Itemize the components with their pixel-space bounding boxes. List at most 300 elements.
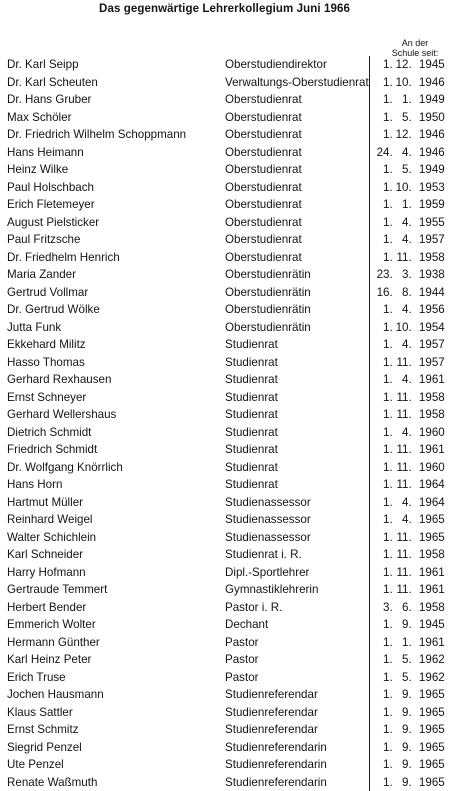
table-row xyxy=(7,109,445,127)
start-year: 1959 xyxy=(412,196,445,214)
start-year: 1965 xyxy=(412,721,445,739)
teacher-position: Gymnastiklehrerin xyxy=(225,581,369,599)
start-year: 1944 xyxy=(412,284,445,302)
start-date xyxy=(369,196,445,214)
start-year: 1955 xyxy=(412,214,445,232)
start-date xyxy=(369,774,445,791)
teacher-position: Pastor xyxy=(225,651,369,669)
start-day: 1. xyxy=(376,459,393,477)
table-row xyxy=(7,494,445,512)
table-row xyxy=(7,686,445,704)
start-day: 1. xyxy=(376,774,393,791)
start-date xyxy=(369,564,445,582)
start-date xyxy=(369,109,445,127)
start-year: 1938 xyxy=(412,266,445,284)
start-month: 9. xyxy=(393,774,412,791)
teacher-name: Harry Hofmann xyxy=(7,564,225,582)
start-date xyxy=(369,266,445,284)
teacher-name: Hartmut Müller xyxy=(7,494,225,512)
teacher-position: Oberstudienrat xyxy=(225,144,369,162)
table-row xyxy=(7,441,445,459)
start-date xyxy=(369,704,445,722)
table-row xyxy=(7,91,445,109)
start-day: 1. xyxy=(376,389,393,407)
start-year: 1956 xyxy=(412,301,445,319)
table-row xyxy=(7,126,445,144)
teacher-name: Reinhard Weigel xyxy=(7,511,225,529)
column-header-since xyxy=(389,38,441,58)
start-year: 1949 xyxy=(412,91,445,109)
start-date xyxy=(369,529,445,547)
start-date xyxy=(369,686,445,704)
teacher-name: Ekkehard Militz xyxy=(7,336,225,354)
start-day: 1. xyxy=(376,756,393,774)
teacher-name: Gerhard Wellershaus xyxy=(7,406,225,424)
start-date xyxy=(369,739,445,757)
start-day: 1. xyxy=(376,214,393,232)
teacher-position: Studienrat xyxy=(225,424,369,442)
start-month: 4. xyxy=(393,494,412,512)
start-year: 1960 xyxy=(412,424,445,442)
teacher-position: Oberstudienrat xyxy=(225,214,369,232)
table-row xyxy=(7,616,445,634)
teacher-position: Studienrat xyxy=(225,336,369,354)
start-day: 1. xyxy=(376,441,393,459)
teacher-name: Jochen Hausmann xyxy=(7,686,225,704)
staff-table xyxy=(7,56,445,791)
teacher-position: Pastor xyxy=(225,669,369,687)
start-day: 3. xyxy=(376,599,393,617)
start-year: 1946 xyxy=(412,74,445,92)
start-month: 9. xyxy=(393,721,412,739)
table-row xyxy=(7,214,445,232)
table-row xyxy=(7,564,445,582)
start-month: 5. xyxy=(393,669,412,687)
teacher-name: Karl Heinz Peter xyxy=(7,651,225,669)
teacher-position: Oberstudienrat xyxy=(225,109,369,127)
table-row xyxy=(7,371,445,389)
table-row xyxy=(7,161,445,179)
table-row xyxy=(7,179,445,197)
start-day: 1. xyxy=(376,634,393,652)
start-date xyxy=(369,616,445,634)
start-year: 1965 xyxy=(412,511,445,529)
start-year: 1957 xyxy=(412,354,445,372)
table-row xyxy=(7,599,445,617)
teacher-name: Gerhard Rexhausen xyxy=(7,371,225,389)
teacher-position: Oberstudiendirektor xyxy=(225,56,369,74)
table-row xyxy=(7,529,445,547)
table-row xyxy=(7,424,445,442)
start-date xyxy=(369,371,445,389)
teacher-name: Ernst Schneyer xyxy=(7,389,225,407)
teacher-name: Renate Waßmuth xyxy=(7,774,225,791)
teacher-name: August Pielsticker xyxy=(7,214,225,232)
teacher-name: Erich Truse xyxy=(7,669,225,687)
start-date xyxy=(369,476,445,494)
start-year: 1965 xyxy=(412,704,445,722)
teacher-position: Oberstudienrätin xyxy=(225,284,369,302)
start-month: 11. xyxy=(393,546,412,564)
start-year: 1946 xyxy=(412,126,445,144)
table-row xyxy=(7,651,445,669)
start-day: 1. xyxy=(376,319,393,337)
start-month: 11. xyxy=(393,476,412,494)
start-date xyxy=(369,441,445,459)
start-day: 1. xyxy=(376,529,393,547)
start-date xyxy=(369,389,445,407)
teacher-position: Oberstudienrat xyxy=(225,91,369,109)
start-date xyxy=(369,669,445,687)
start-date xyxy=(369,179,445,197)
teacher-position: Oberstudienrat xyxy=(225,179,369,197)
start-year: 1961 xyxy=(412,371,445,389)
start-month: 11. xyxy=(393,441,412,459)
start-day: 1. xyxy=(376,301,393,319)
teacher-position: Oberstudienrat xyxy=(225,249,369,267)
start-date xyxy=(369,756,445,774)
table-row xyxy=(7,249,445,267)
teacher-position: Oberstudienrat xyxy=(225,161,369,179)
start-year: 1960 xyxy=(412,459,445,477)
column-header-line-1: An der xyxy=(389,38,441,48)
start-date xyxy=(369,546,445,564)
teacher-position: Pastor i. R. xyxy=(225,599,369,617)
start-day: 1. xyxy=(376,651,393,669)
table-row xyxy=(7,756,445,774)
start-month: 4. xyxy=(393,336,412,354)
table-row xyxy=(7,459,445,477)
start-date xyxy=(369,599,445,617)
teacher-name: Hermann Günther xyxy=(7,634,225,652)
start-month: 6. xyxy=(393,599,412,617)
start-year: 1950 xyxy=(412,109,445,127)
teacher-name: Herbert Bender xyxy=(7,599,225,617)
table-row xyxy=(7,319,445,337)
start-date xyxy=(369,284,445,302)
teacher-name: Max Schöler xyxy=(7,109,225,127)
start-month: 5. xyxy=(393,161,412,179)
teacher-position: Studienreferendar xyxy=(225,704,369,722)
teacher-name: Klaus Sattler xyxy=(7,704,225,722)
start-year: 1946 xyxy=(412,144,445,162)
start-month: 5. xyxy=(393,109,412,127)
start-year: 1964 xyxy=(412,494,445,512)
teacher-name: Walter Schichlein xyxy=(7,529,225,547)
start-month: 4. xyxy=(393,371,412,389)
teacher-position: Studienrat xyxy=(225,406,369,424)
start-day: 16. xyxy=(376,284,393,302)
teacher-name: Dr. Karl Seipp xyxy=(7,56,225,74)
start-day: 1. xyxy=(376,354,393,372)
teacher-name: Dr. Gertrud Wölke xyxy=(7,301,225,319)
teacher-name: Hasso Thomas xyxy=(7,354,225,372)
teacher-name: Hans Horn xyxy=(7,476,225,494)
start-day: 24. xyxy=(376,144,393,162)
start-year: 1957 xyxy=(412,336,445,354)
table-row xyxy=(7,336,445,354)
start-date xyxy=(369,494,445,512)
start-month: 4. xyxy=(393,301,412,319)
teacher-name: Siegrid Penzel xyxy=(7,739,225,757)
start-year: 1958 xyxy=(412,389,445,407)
teacher-position: Studienrat xyxy=(225,441,369,459)
start-year: 1965 xyxy=(412,774,445,791)
start-year: 1958 xyxy=(412,249,445,267)
start-month: 11. xyxy=(393,581,412,599)
teacher-position: Studienreferendarin xyxy=(225,774,369,791)
teacher-name: Dietrich Schmidt xyxy=(7,424,225,442)
teacher-name: Dr. Hans Gruber xyxy=(7,91,225,109)
start-year: 1965 xyxy=(412,686,445,704)
start-month: 4. xyxy=(393,214,412,232)
table-row xyxy=(7,284,445,302)
start-date xyxy=(369,459,445,477)
start-date xyxy=(369,91,445,109)
teacher-name: Emmerich Wolter xyxy=(7,616,225,634)
start-day: 1. xyxy=(376,179,393,197)
start-date xyxy=(369,126,445,144)
teacher-position: Dipl.-Sportlehrer xyxy=(225,564,369,582)
start-month: 4. xyxy=(393,511,412,529)
start-month: 4. xyxy=(393,231,412,249)
start-year: 1945 xyxy=(412,616,445,634)
start-month: 12. xyxy=(393,56,412,74)
column-header-line-2: Schule seit: xyxy=(389,48,441,58)
start-month: 9. xyxy=(393,739,412,757)
start-month: 11. xyxy=(393,564,412,582)
start-year: 1965 xyxy=(412,756,445,774)
teacher-name: Jutta Funk xyxy=(7,319,225,337)
teacher-position: Studienreferendarin xyxy=(225,756,369,774)
teacher-position: Studienreferendarin xyxy=(225,739,369,757)
teacher-name: Dr. Wolfgang Knörrlich xyxy=(7,459,225,477)
start-day: 1. xyxy=(376,721,393,739)
start-month: 11. xyxy=(393,389,412,407)
table-row xyxy=(7,354,445,372)
teacher-position: Oberstudienrat xyxy=(225,231,369,249)
start-day: 1. xyxy=(376,56,393,74)
start-day: 1. xyxy=(376,511,393,529)
table-row xyxy=(7,634,445,652)
teacher-position: Dechant xyxy=(225,616,369,634)
start-month: 3. xyxy=(393,266,412,284)
teacher-name: Gertrud Vollmar xyxy=(7,284,225,302)
start-year: 1962 xyxy=(412,669,445,687)
teacher-position: Oberstudienrätin xyxy=(225,319,369,337)
start-day: 1. xyxy=(376,669,393,687)
table-row xyxy=(7,669,445,687)
teacher-position: Studienrat xyxy=(225,389,369,407)
start-month: 12. xyxy=(393,126,412,144)
start-year: 1958 xyxy=(412,546,445,564)
start-year: 1961 xyxy=(412,564,445,582)
start-month: 8. xyxy=(393,284,412,302)
start-month: 9. xyxy=(393,756,412,774)
table-row xyxy=(7,774,445,791)
start-date xyxy=(369,161,445,179)
teacher-name: Ernst Schmitz xyxy=(7,721,225,739)
start-day: 1. xyxy=(376,546,393,564)
teacher-name: Paul Holschbach xyxy=(7,179,225,197)
start-date xyxy=(369,336,445,354)
start-month: 1. xyxy=(393,196,412,214)
start-month: 1. xyxy=(393,634,412,652)
teacher-name: Erich Fletemeyer xyxy=(7,196,225,214)
start-day: 23. xyxy=(376,266,393,284)
start-month: 4. xyxy=(393,144,412,162)
start-date xyxy=(369,231,445,249)
start-year: 1957 xyxy=(412,231,445,249)
teacher-position: Oberstudienrat xyxy=(225,196,369,214)
start-month: 11. xyxy=(393,249,412,267)
start-month: 11. xyxy=(393,406,412,424)
start-month: 11. xyxy=(393,354,412,372)
start-day: 1. xyxy=(376,476,393,494)
start-date xyxy=(369,214,445,232)
teacher-position: Studienassessor xyxy=(225,529,369,547)
start-day: 1. xyxy=(376,109,393,127)
start-day: 1. xyxy=(376,336,393,354)
start-date xyxy=(369,634,445,652)
start-date xyxy=(369,56,445,74)
start-day: 1. xyxy=(376,616,393,634)
teacher-name: Paul Fritzsche xyxy=(7,231,225,249)
table-row xyxy=(7,721,445,739)
start-year: 1949 xyxy=(412,161,445,179)
teacher-name: Dr. Friedhelm Henrich xyxy=(7,249,225,267)
start-month: 5. xyxy=(393,651,412,669)
table-row xyxy=(7,74,445,92)
start-month: 9. xyxy=(393,704,412,722)
table-row xyxy=(7,231,445,249)
start-month: 10. xyxy=(393,179,412,197)
teacher-name: Dr. Karl Scheuten xyxy=(7,74,225,92)
start-day: 1. xyxy=(376,249,393,267)
start-date xyxy=(369,406,445,424)
table-row xyxy=(7,739,445,757)
start-day: 1. xyxy=(376,74,393,92)
start-year: 1962 xyxy=(412,651,445,669)
teacher-position: Studienrat xyxy=(225,459,369,477)
teacher-position: Studienreferendar xyxy=(225,721,369,739)
start-year: 1945 xyxy=(412,56,445,74)
teacher-name: Ute Penzel xyxy=(7,756,225,774)
start-year: 1965 xyxy=(412,739,445,757)
teacher-position: Pastor xyxy=(225,634,369,652)
start-day: 1. xyxy=(376,91,393,109)
teacher-position: Studienrat xyxy=(225,371,369,389)
table-row xyxy=(7,511,445,529)
table-row xyxy=(7,581,445,599)
start-date xyxy=(369,249,445,267)
start-month: 9. xyxy=(393,686,412,704)
start-month: 9. xyxy=(393,616,412,634)
start-day: 1. xyxy=(376,161,393,179)
start-day: 1. xyxy=(376,686,393,704)
start-date xyxy=(369,511,445,529)
teacher-position: Oberstudienrat xyxy=(225,126,369,144)
start-month: 1. xyxy=(393,91,412,109)
start-month: 11. xyxy=(393,529,412,547)
start-month: 10. xyxy=(393,74,412,92)
start-day: 1. xyxy=(376,581,393,599)
teacher-position: Oberstudienrätin xyxy=(225,266,369,284)
start-date xyxy=(369,319,445,337)
teacher-name: Karl Schneider xyxy=(7,546,225,564)
start-date xyxy=(369,651,445,669)
start-year: 1954 xyxy=(412,319,445,337)
teacher-name: Heinz Wilke xyxy=(7,161,225,179)
page-title: Das gegenwärtige Lehrerkollegium Juni 1966 xyxy=(0,3,449,15)
start-year: 1961 xyxy=(412,581,445,599)
start-year: 1965 xyxy=(412,529,445,547)
start-month: 11. xyxy=(393,459,412,477)
teacher-name: Hans Heimann xyxy=(7,144,225,162)
start-year: 1958 xyxy=(412,599,445,617)
teacher-position: Studienassessor xyxy=(225,511,369,529)
start-date xyxy=(369,144,445,162)
start-month: 4. xyxy=(393,424,412,442)
teacher-position: Studienrat xyxy=(225,476,369,494)
table-row xyxy=(7,196,445,214)
table-row xyxy=(7,56,445,74)
teacher-position: Oberstudienrätin xyxy=(225,301,369,319)
table-row xyxy=(7,476,445,494)
start-year: 1961 xyxy=(412,634,445,652)
table-row xyxy=(7,266,445,284)
teacher-position: Studienrat xyxy=(225,354,369,372)
teacher-name: Dr. Friedrich Wilhelm Schoppmann xyxy=(7,126,225,144)
table-row xyxy=(7,406,445,424)
table-row xyxy=(7,389,445,407)
teacher-name: Maria Zander xyxy=(7,266,225,284)
start-day: 1. xyxy=(376,424,393,442)
teacher-position: Studienrat i. R. xyxy=(225,546,369,564)
start-day: 1. xyxy=(376,564,393,582)
table-row xyxy=(7,704,445,722)
start-year: 1961 xyxy=(412,441,445,459)
start-date xyxy=(369,301,445,319)
start-date xyxy=(369,581,445,599)
teacher-position: Verwaltungs-Oberstudienrat xyxy=(225,74,369,92)
table-row xyxy=(7,301,445,319)
start-day: 1. xyxy=(376,231,393,249)
start-day: 1. xyxy=(376,406,393,424)
table-row xyxy=(7,546,445,564)
start-month: 10. xyxy=(393,319,412,337)
teacher-name: Friedrich Schmidt xyxy=(7,441,225,459)
start-day: 1. xyxy=(376,196,393,214)
teacher-position: Studienassessor xyxy=(225,494,369,512)
start-year: 1964 xyxy=(412,476,445,494)
start-date xyxy=(369,721,445,739)
start-year: 1958 xyxy=(412,406,445,424)
start-date xyxy=(369,74,445,92)
start-date xyxy=(369,354,445,372)
table-row xyxy=(7,144,445,162)
start-day: 1. xyxy=(376,126,393,144)
start-year: 1953 xyxy=(412,179,445,197)
start-day: 1. xyxy=(376,494,393,512)
start-day: 1. xyxy=(376,704,393,722)
teacher-name: Gertraude Temmert xyxy=(7,581,225,599)
start-day: 1. xyxy=(376,739,393,757)
teacher-position: Studienreferendar xyxy=(225,686,369,704)
start-date xyxy=(369,424,445,442)
staff-table-body xyxy=(7,56,445,791)
start-day: 1. xyxy=(376,371,393,389)
